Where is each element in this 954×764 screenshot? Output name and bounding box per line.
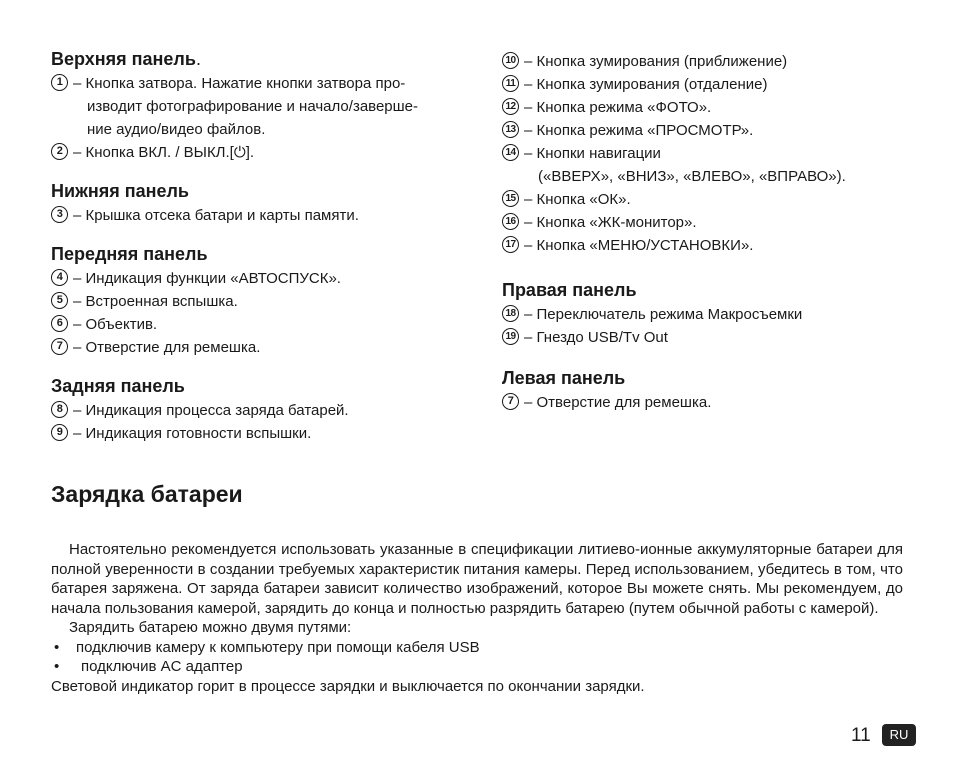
legend-item-text: – Кнопка «ОК». (524, 191, 631, 208)
legend-item (502, 142, 942, 188)
circled-number-icon: 5 (51, 292, 68, 309)
legend-item (502, 211, 942, 234)
legend-item (51, 313, 481, 336)
legend-item (502, 391, 942, 414)
panel-section (51, 48, 481, 164)
circled-number-icon: 6 (51, 315, 68, 332)
charging-paragraph-2: Зарядить батарею можно двумя путями: (69, 619, 352, 636)
section-heading-text: Задняя панель (51, 376, 185, 396)
charging-bullet-1 (51, 638, 903, 658)
legend-item-text: – Индикация процесса заряда батарей. (73, 402, 349, 419)
circled-number-icon: 12 (502, 98, 519, 115)
section-heading-text: Левая панель (502, 368, 626, 388)
legend-item-text: – Переключатель режима Макросъемки (524, 306, 803, 323)
section-heading-suffix: . (195, 49, 201, 69)
section-heading-text: Передняя панель (51, 244, 208, 264)
section-heading (51, 180, 481, 202)
circled-number-icon: 1 (51, 74, 68, 91)
legend-item (51, 422, 481, 445)
circled-number-icon: 14 (502, 144, 519, 161)
legend-item-text: – Отверстие для ремешка. (73, 339, 261, 356)
circled-number-icon: 17 (502, 236, 519, 253)
panel-section (502, 367, 942, 414)
legend-item (502, 73, 942, 96)
section-heading (502, 279, 942, 301)
legend-item (502, 96, 942, 119)
legend-item-continuation: («ВВЕРХ», «ВНИЗ», «ВЛЕВО», «ВПРАВО»). (538, 168, 846, 185)
legend-item-text: – Индикация функции «АВТОСПУСК». (73, 270, 341, 287)
panel-section (502, 279, 942, 349)
legend-item-text: – Кнопка зумирования (отдаление) (524, 76, 768, 93)
legend-item-text: – Встроенная вспышка. (73, 293, 238, 310)
legend-item (51, 204, 481, 227)
charging-body (51, 540, 903, 696)
legend-item-text: – Кнопка режима «ФОТО». (524, 99, 712, 116)
legend-item (51, 336, 481, 359)
bullet-marker: • (54, 638, 60, 656)
circled-number-icon: 15 (502, 190, 519, 207)
legend-item-text: – Кнопки навигации (524, 145, 661, 162)
panel-section (502, 50, 942, 257)
language-badge: RU (882, 724, 916, 746)
left-column (51, 48, 481, 461)
section-heading (51, 375, 481, 397)
circled-number-icon: 18 (502, 305, 519, 322)
circled-number-icon: 19 (502, 328, 519, 345)
charging-section-title: Зарядка батареи (51, 481, 243, 507)
legend-item (502, 119, 942, 142)
circled-number-icon: 13 (502, 121, 519, 138)
legend-item (502, 303, 942, 326)
circled-number-icon: 9 (51, 424, 68, 441)
legend-item (51, 290, 481, 313)
legend-item-text: – Индикация готовности вспышки. (73, 425, 312, 442)
legend-item-text: – Объектив. (73, 316, 158, 333)
legend-item-text: – Кнопка затвора. Нажатие кнопки затвора про- (73, 75, 406, 92)
circled-number-icon: 7 (51, 338, 68, 355)
panel-section (51, 243, 481, 359)
section-heading (502, 367, 942, 389)
section-heading-text: Правая панель (502, 280, 637, 300)
circled-number-icon: 7 (502, 393, 519, 410)
legend-item (502, 188, 942, 211)
section-heading-text: Верхняя панель (51, 49, 196, 69)
section-heading-text: Нижняя панель (51, 181, 189, 201)
circled-number-icon: 8 (51, 401, 68, 418)
charging-bullet-2 (51, 657, 903, 677)
charging-paragraph-1: Настоятельно рекомендуется использовать указанные в спецификации литиево-ионные аккумуляторные батареи для полной уверенности в создании требуемых характеристик питания камеры. Перед использованием, убедитесь в том, что батарея заряжена. От заряда батареи зависит количество изображений, которое Вы можете снять. Мы рекомендуем, до начала пользования камерой, зарядить до конца и полностью разрядить батарею (путем обычной работы с камерой). (51, 541, 903, 617)
panel-section (51, 180, 481, 227)
panel-section (51, 375, 481, 445)
bullet-text: подключив AC адаптер (81, 658, 243, 675)
legend-item-continuation: ние аудио/видео файлов. (87, 121, 266, 138)
circled-number-icon: 16 (502, 213, 519, 230)
legend-item-text: – Крышка отсека батари и карты памяти. (73, 207, 359, 224)
legend-item (51, 399, 481, 422)
legend-item-text: – Отверстие для ремешка. (524, 394, 712, 411)
section-heading (51, 243, 481, 265)
legend-item-text: – Кнопка ВКЛ. / ВЫКЛ.[⏻]. (73, 144, 255, 161)
legend-item (502, 234, 942, 257)
legend-item-text: – Гнездо USB/Tv Out (524, 329, 668, 346)
page-number: 11 (851, 725, 871, 746)
bullet-marker: • (54, 658, 60, 675)
section-heading (51, 48, 481, 70)
right-column (502, 50, 942, 428)
circled-number-icon: 3 (51, 206, 68, 223)
legend-item-text: – Кнопка зумирования (приближение) (524, 53, 788, 70)
legend-item-text: – Кнопка режима «ПРОСМОТР». (524, 122, 754, 139)
circled-number-icon: 4 (51, 269, 68, 286)
circled-number-icon: 2 (51, 143, 68, 160)
legend-item-text: – Кнопка «МЕНЮ/УСТАНОВКИ». (524, 237, 754, 254)
legend-item (51, 267, 481, 290)
charging-paragraph-3: Световой индикатор горит в процессе зарядки и выключается по окончании зарядки. (51, 677, 645, 695)
bullet-text: подключив камеру к компьютеру при помощи кабеля USB (76, 638, 480, 656)
legend-item (51, 72, 481, 141)
legend-item-continuation: изводит фотографирование и начало/заверше- (87, 98, 419, 115)
circled-number-icon: 10 (502, 52, 519, 69)
legend-item (502, 50, 942, 73)
legend-item-text: – Кнопка «ЖК-монитор». (524, 214, 697, 231)
circled-number-icon: 11 (502, 75, 519, 92)
legend-item (51, 141, 481, 164)
legend-item (502, 326, 942, 349)
